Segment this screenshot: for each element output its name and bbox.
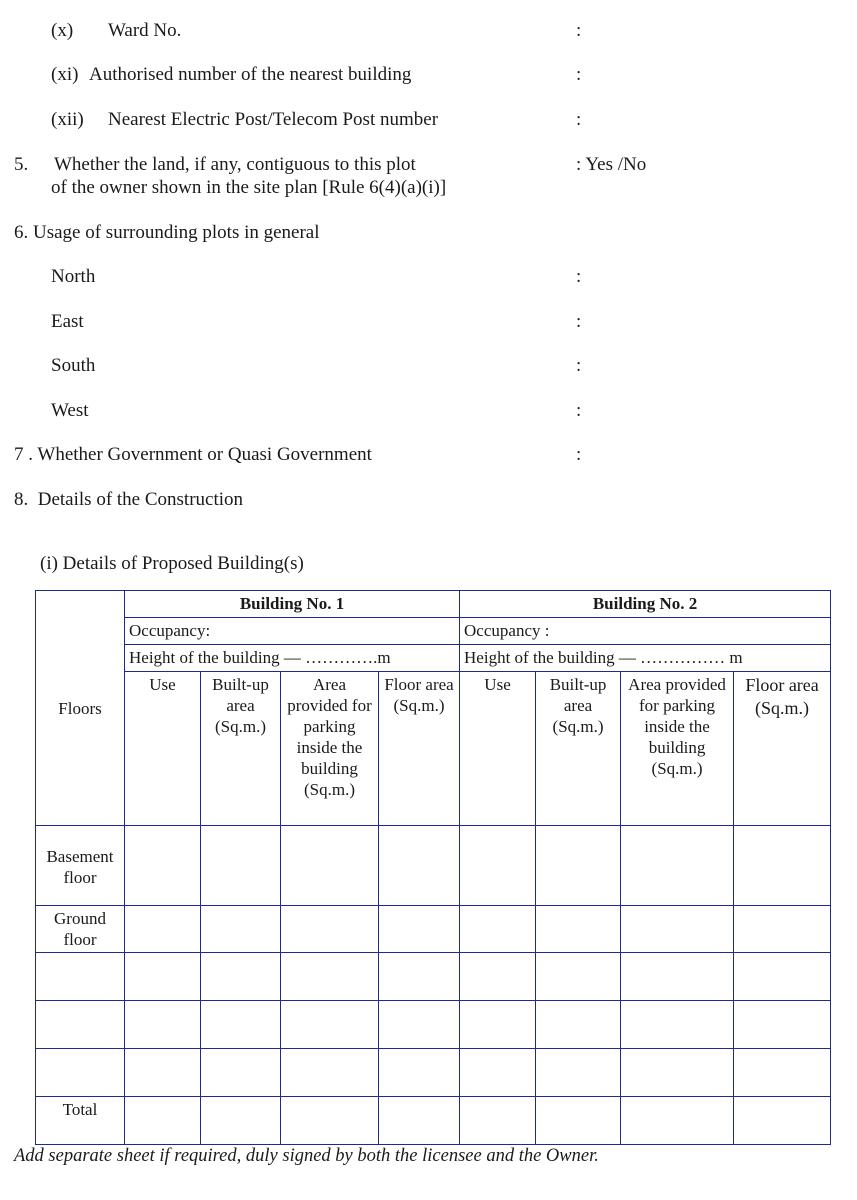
- table-cell[interactable]: [125, 826, 201, 906]
- direction-east: East: [51, 311, 84, 332]
- item-x-label: Ward No.: [108, 20, 182, 41]
- table-row: [36, 1001, 831, 1049]
- row-label-empty: [36, 953, 125, 1001]
- table-row: [36, 1049, 831, 1097]
- table-cell[interactable]: [281, 826, 379, 906]
- table-cell[interactable]: [460, 1097, 536, 1145]
- question-5-line1: Whether the land, if any, contiguous to this plot: [54, 154, 416, 175]
- table-cell[interactable]: [460, 953, 536, 1001]
- table-cell[interactable]: [536, 1097, 621, 1145]
- table-cell[interactable]: [621, 1097, 734, 1145]
- table-cell[interactable]: [201, 953, 281, 1001]
- table-cell[interactable]: [125, 906, 201, 953]
- row-label-total: Total: [36, 1097, 125, 1145]
- table-cell[interactable]: [201, 1097, 281, 1145]
- building-2-header: Building No. 2: [460, 591, 831, 618]
- question-5-line2: of the owner shown in the site plan [Rule 6(4)(a)(i)]: [51, 177, 447, 198]
- table-cell[interactable]: [379, 953, 460, 1001]
- subsection-i-title: (i) Details of Proposed Building(s): [40, 553, 304, 574]
- table-cell[interactable]: [734, 1049, 831, 1097]
- item-xi-number: (xi): [51, 64, 79, 85]
- table-cell[interactable]: [379, 1049, 460, 1097]
- table-cell[interactable]: [621, 906, 734, 953]
- table-cell[interactable]: [734, 1001, 831, 1049]
- table-cell[interactable]: [201, 906, 281, 953]
- table-cell[interactable]: [536, 906, 621, 953]
- table-cell[interactable]: [536, 1049, 621, 1097]
- direction-south: South: [51, 355, 96, 376]
- b2-floor-area-header: Floor area (Sq.m.): [734, 672, 831, 826]
- table-cell[interactable]: [621, 953, 734, 1001]
- table-cell[interactable]: [460, 1001, 536, 1049]
- direction-north-separator: :: [576, 266, 582, 287]
- question-6-title: 6. Usage of surrounding plots in general: [14, 222, 320, 243]
- table-cell[interactable]: [379, 906, 460, 953]
- table-cell[interactable]: [536, 826, 621, 906]
- table-cell[interactable]: [379, 1097, 460, 1145]
- b2-use-header: Use: [460, 672, 536, 826]
- building-2-height: Height of the building — …………… m: [460, 645, 831, 672]
- table-cell[interactable]: [201, 1001, 281, 1049]
- b2-parking-area-header: Area provided for parking inside the building (Sq.m.): [621, 672, 734, 826]
- table-cell[interactable]: [125, 953, 201, 1001]
- table-cell[interactable]: [621, 1001, 734, 1049]
- b1-builtup-area-header: Built-up area (Sq.m.): [201, 672, 281, 826]
- building-1-header: Building No. 1: [125, 591, 460, 618]
- row-label-empty: [36, 1049, 125, 1097]
- table-cell[interactable]: [201, 1049, 281, 1097]
- table-cell[interactable]: [734, 906, 831, 953]
- table-row: [36, 953, 831, 1001]
- table-cell[interactable]: [125, 1001, 201, 1049]
- b2-builtup-area-header: Built-up area (Sq.m.): [536, 672, 621, 826]
- table-cell[interactable]: [536, 1001, 621, 1049]
- table-row: [36, 906, 831, 953]
- direction-north: North: [51, 266, 96, 287]
- table-cell[interactable]: [536, 953, 621, 1001]
- item-xi-label: Authorised number of the nearest building: [89, 64, 412, 85]
- table-cell[interactable]: [460, 906, 536, 953]
- direction-east-separator: :: [576, 311, 582, 332]
- direction-south-separator: :: [576, 355, 582, 376]
- question-5-answer: : Yes /No: [576, 154, 647, 175]
- proposed-buildings-table: [35, 590, 831, 1145]
- question-8-text: 8. Details of the Construction: [14, 489, 244, 510]
- table-cell[interactable]: [734, 826, 831, 906]
- table-cell[interactable]: [460, 1049, 536, 1097]
- row-label-basement: Basement floor: [36, 826, 125, 906]
- table-cell[interactable]: [125, 1097, 201, 1145]
- question-7-separator: :: [576, 444, 582, 465]
- table-cell[interactable]: [281, 953, 379, 1001]
- b1-floor-area-header: Floor area (Sq.m.): [379, 672, 460, 826]
- row-label-empty: [36, 1001, 125, 1049]
- footer-note: Add separate sheet if required, duly signed by both the licensee and the Owner.: [14, 1146, 599, 1166]
- table-cell[interactable]: [734, 953, 831, 1001]
- item-xii-number: (xii): [51, 109, 84, 130]
- item-xii-separator: :: [576, 109, 582, 130]
- b1-parking-area-header: Area provided for parking inside the building (Sq.m.): [281, 672, 379, 826]
- item-x-number: (x): [51, 20, 74, 41]
- row-label-ground: Ground floor: [36, 906, 125, 953]
- item-xi-separator: :: [576, 64, 582, 85]
- building-2-occupancy: Occupancy :: [460, 618, 831, 645]
- item-x-separator: :: [576, 20, 582, 41]
- table-cell[interactable]: [281, 906, 379, 953]
- table-cell[interactable]: [281, 1049, 379, 1097]
- question-7-text: 7 . Whether Government or Quasi Government: [14, 444, 372, 465]
- direction-west-separator: :: [576, 400, 582, 421]
- table-cell[interactable]: [281, 1001, 379, 1049]
- table-cell[interactable]: [734, 1097, 831, 1145]
- table-cell[interactable]: [201, 826, 281, 906]
- building-1-occupancy: Occupancy:: [125, 618, 460, 645]
- table-row: [36, 1097, 831, 1145]
- table-cell[interactable]: [460, 826, 536, 906]
- table-cell[interactable]: [621, 826, 734, 906]
- question-5-number: 5.: [14, 154, 29, 175]
- item-xii-label: Nearest Electric Post/Telecom Post number: [108, 109, 439, 130]
- table-cell[interactable]: [379, 826, 460, 906]
- table-cell[interactable]: [281, 1097, 379, 1145]
- building-1-height: Height of the building — ………….m: [125, 645, 460, 672]
- table-row: [36, 826, 831, 906]
- table-cell[interactable]: [125, 1049, 201, 1097]
- table-cell[interactable]: [621, 1049, 734, 1097]
- table-cell[interactable]: [379, 1001, 460, 1049]
- floors-header: Floors: [36, 591, 125, 826]
- b1-use-header: Use: [125, 672, 201, 826]
- direction-west: West: [51, 400, 89, 421]
